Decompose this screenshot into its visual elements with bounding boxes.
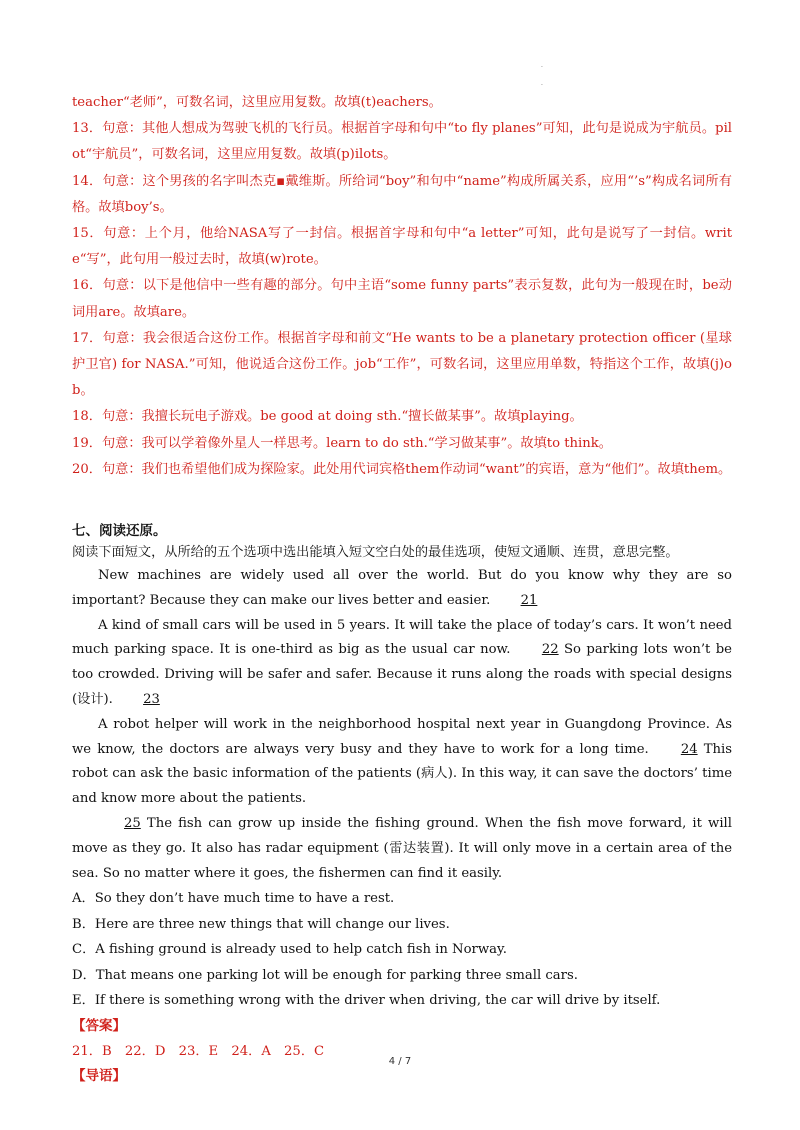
explanation-12-cont: teacher“老师”，可数名词，这里应用复数。故填(t)eachers。 — [72, 95, 442, 110]
explanation-17: 17．句意：我会很适合这份工作。根据首字母和前文“He wants to be a planetary protection officer (星球护卫官) for NASA.”可知，他说适合这份工作。job“工作”，可数名词，这里应用单数，特指这个工作，故填(j)ob。 — [72, 330, 732, 399]
passage-text: A kind of small cars will be used in 5 years. It will take the place of today’s cars. It won’t need much parking space. It is one-third as big as the usual car now. — [72, 617, 732, 658]
option-a: A．So they don’t have much time to have a rest. — [72, 891, 395, 907]
passage-text: This robot can ask the basic information of the patients (病人). In this way, it can save the doctors’ time and know more about the patients. — [72, 741, 732, 807]
passage-text: So parking lots won’t be too crowded. Driving will be safer and safer. Because it runs along the roads with special designs (设计). — [72, 642, 732, 707]
option-e: E．If there is something wrong with the driver when driving, the car will drive by itself. — [72, 993, 661, 1009]
page-number: 4 / 7 — [388, 1056, 412, 1067]
explanation-13: 13．句意：其他人想成为驾驶飞机的飞行员。根据首字母和句中“to fly planes”可知，此句是说成为宇航员。pilot“宇航员”，可数名词，这里应用复数。故填(p)ilots。 — [72, 121, 732, 163]
reading-passage — [72, 564, 732, 886]
section-title: 七、阅读还原。 — [72, 523, 167, 539]
option-d: D．That means one parking lot will be enough for parking three small cars. — [72, 967, 578, 983]
passage-text: A robot helper will work in the neighborhood hospital next year in Guangdong Province. As we know, the doctors are always very busy and they have to work for a long time. — [72, 716, 732, 757]
answer-explanations — [72, 90, 732, 483]
guide-tag: 【导语】 — [72, 1067, 126, 1084]
passage-text: The fish can grow up inside the fishing ground. When the fish move forward, it will move as they go. It also has radar equipment (雷达装置). It will only move in a certain area of the sea. So no matter where it goes, the fishermen can find it easily. — [72, 815, 732, 881]
explanation-14: 14．句意：这个男孩的名字叫杰克▪戴维斯。所给词“boy”和句中“name”构成所属关系，应用“’s”构成名词所有格。故填boy’s。 — [72, 173, 732, 215]
options-list — [72, 886, 732, 1014]
section-instruction: 阅读下面短文，从所给的五个选项中选出能填入短文空白处的最佳选项，使短文通顺、连贯，意思完整。 — [72, 545, 679, 560]
passage-paragraph — [72, 812, 732, 886]
explanation-19: 19．句意：我可以学着像外星人一样思考。learn to do sth.“学习做某事”。故填to think。 — [72, 435, 612, 451]
blank-21: 21 — [520, 592, 538, 608]
passage-paragraph — [72, 564, 732, 614]
blank-23: 23 — [143, 691, 160, 707]
blank-24: 24 — [680, 741, 698, 757]
explanation-15: 15．句意：上个月，他给NASA写了一封信。根据首字母和句中“a letter”可知，此句是说写了一封信。write“写”，此句用一般过去时，故填(w)rote。 — [72, 226, 732, 268]
passage-text: New machines are widely used all over the world. But do you know why they are so important? Because they can make our lives better and easier. — [72, 568, 732, 608]
option-c: C．A fishing ground is already used to help catch fish in Norway. — [72, 942, 507, 958]
option-b: B．Here are three new things that will change our lives. — [72, 916, 450, 932]
passage-paragraph — [72, 713, 732, 812]
blank-22: 22 — [541, 642, 559, 658]
reading-section — [72, 520, 732, 1089]
passage-paragraph — [72, 614, 732, 713]
top-mark: . — [541, 62, 543, 69]
answer-key: 21．B 22．D 23．E 24．A 25．C — [72, 1043, 325, 1059]
explanation-18: 18．句意：我擅长玩电子游戏。be good at doing sth.“擅长做某事”。故填playing。 — [72, 409, 583, 425]
explanation-16: 16．句意：以下是他信中一些有趣的部分。句中主语“some funny parts”表示复数，此句为一般现在时，be动词用are。故填are。 — [72, 278, 732, 320]
answer-tag: 【答案】 — [72, 1017, 126, 1034]
explanation-20: 20．句意：我们也希望他们成为探险家。此处用代词宾格them作动词“want”的宾语，意为“他们”。故填them。 — [72, 461, 732, 477]
blank-25: 25 — [124, 815, 141, 831]
top-mark: . — [541, 80, 543, 87]
